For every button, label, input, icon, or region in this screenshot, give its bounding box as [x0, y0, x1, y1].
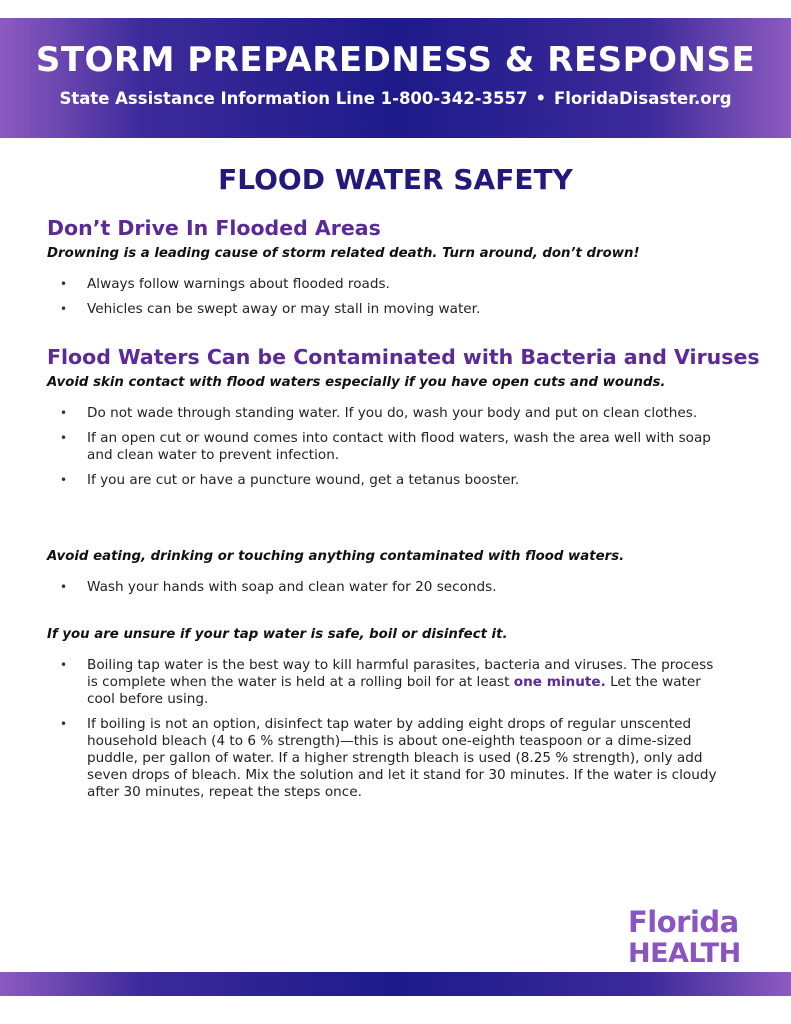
bullet-icon: • [60, 717, 68, 731]
bullet-list-contaminated [47, 405, 727, 497]
list-item: • Wash your hands with soap and clean water for 20 seconds. [60, 579, 497, 595]
bullet-icon: • [60, 473, 68, 487]
section-lead-flooded-areas: Drowning is a leading cause of storm related death. Turn around, don’t drown! [47, 246, 640, 261]
bullet-icon: • [60, 431, 68, 445]
list-item: • If an open cut or wound comes into contact with flood waters, wash the area well with soap and clean water to prevent infection. [60, 430, 711, 463]
header-title: STORM PREPAREDNESS & RESPONSE [35, 40, 756, 80]
website-text: FloridaDisaster.org [554, 89, 732, 108]
list-item: • If boiling is not an option, disinfect tap water by adding eight drops of regular unscented household bleach (4 to 6 % strength)—this is about one-eighth teaspoon or a dime-sized puddle, per gallon of water. If a higher strength bleach is used (8.25 % strength), only add seven drops of bleach. Mix the solution and let it stand for 30 minutes. If the water is cloudy after 30 minutes, repeat the steps once. [60, 716, 717, 800]
bullet-icon: • [60, 658, 68, 672]
section-heading-flooded-areas: Don’t Drive In Flooded Areas [47, 216, 381, 240]
footer-bar [0, 972, 791, 996]
highlight-one-minute: one minute. [513, 674, 606, 690]
list-item: • Do not wade through standing water. If you do, wash your body and put on clean clothes. [60, 405, 698, 421]
section-heading-contaminated: Flood Waters Can be Contaminated with Bacteria and Viruses [47, 345, 760, 369]
page-title: FLOOD WATER SAFETY [218, 163, 573, 196]
list-item: • If you are cut or have a puncture wound, get a tetanus booster. [60, 472, 520, 488]
list-item: • Always follow warnings about flooded roads. [60, 276, 390, 292]
florida-health-logo [628, 905, 748, 973]
logo-florida-text: Florida [628, 905, 739, 939]
bullet-icon: • [60, 580, 68, 594]
assistance-line-text: State Assistance Information Line 1-800-342-3557 [59, 89, 528, 108]
header-subline [0, 89, 791, 108]
header-separator: • [535, 89, 547, 108]
bullet-icon: • [60, 302, 68, 316]
bullet-icon: • [60, 406, 68, 420]
section-lead-eating: Avoid eating, drinking or touching anything contaminated with flood waters. [47, 549, 625, 564]
section-lead-tap-water: If you are unsure if your tap water is safe, boil or disinfect it. [47, 627, 508, 642]
list-item: • Vehicles can be swept away or may stall in moving water. [60, 301, 481, 317]
bullet-icon: • [60, 277, 68, 291]
logo-health-text: HEALTH [628, 938, 741, 969]
list-item: • Boiling tap water is the best way to kill harmful parasites, bacteria and viruses. The process is complete when the water is held at a rolling boil for at least one minute. Let the water cool before using. [60, 657, 714, 707]
bullet-list-tap-water [47, 657, 727, 809]
bullet-list-flooded-areas [47, 276, 727, 326]
section-lead-contaminated: Avoid skin contact with flood waters especially if you have open cuts and wounds. [47, 375, 666, 390]
bullet-list-eating [47, 579, 727, 604]
header-banner [0, 18, 791, 138]
